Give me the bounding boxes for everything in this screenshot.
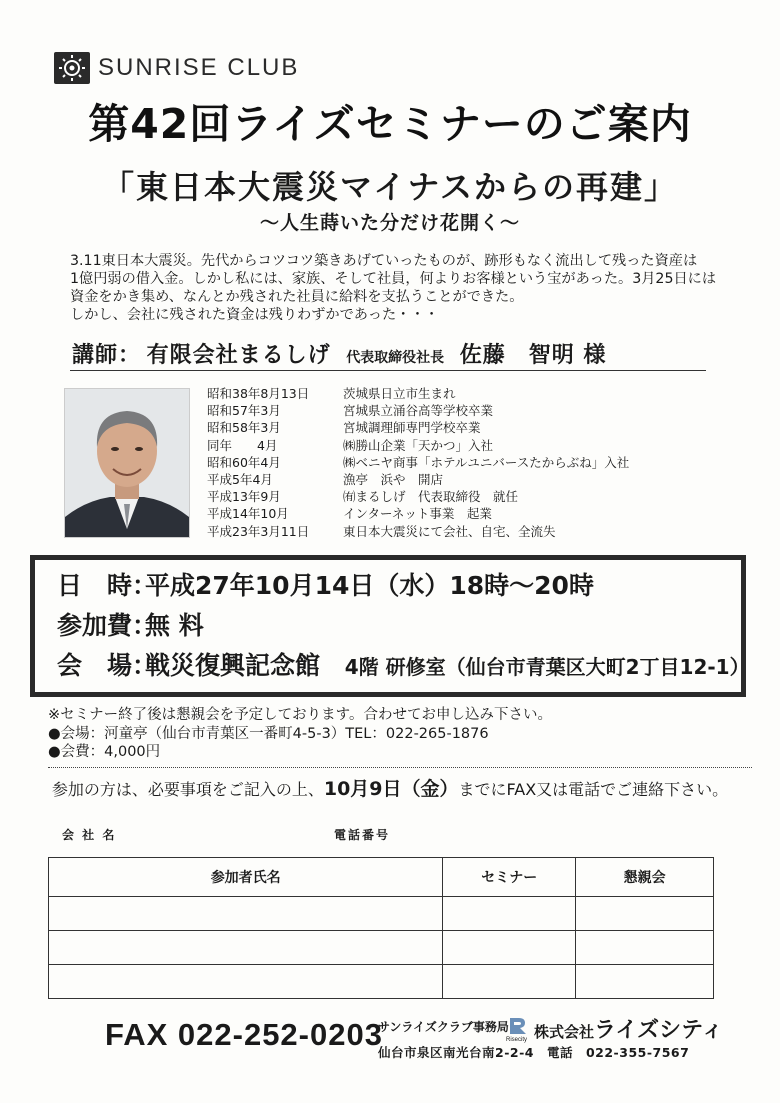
instruction-before: 参加の方は、必要事項をご記入の上、 xyxy=(51,780,324,799)
company-prefix: 株式会社 xyxy=(534,1023,595,1041)
seminar-subtitle: 「東日本大震災マイナスからの再建」 xyxy=(101,168,679,206)
seminar-cell[interactable] xyxy=(443,965,576,999)
table-header-row xyxy=(49,858,714,897)
company-brand: ライズシティ xyxy=(594,1018,724,1043)
bio-row xyxy=(207,419,629,436)
seminar-tagline: ～人生蒔いた分だけ花開く～ xyxy=(259,212,520,234)
sunrise-club-logo-icon xyxy=(54,52,90,84)
divider xyxy=(70,370,706,371)
event-datetime xyxy=(57,568,594,604)
bio-row xyxy=(207,402,629,419)
lecturer-name: 佐藤 智明 様 xyxy=(459,343,607,368)
registration-table xyxy=(48,857,714,999)
column-header-name: 参加者氏名 xyxy=(49,858,443,897)
participant-name-cell[interactable] xyxy=(49,931,443,965)
bio-event: 漁亭 浜や 開店 xyxy=(343,472,444,488)
bio-date: 平成5年4月 xyxy=(207,472,273,488)
intro-line: 1億円弱の借入金。しかし私には、家族、そして社員，何よりお客様という宝があった。3月25日には xyxy=(70,271,717,287)
bio-event: ㈱勝山企業「天かつ」入社 xyxy=(343,437,494,453)
office-name: サンライズクラブ事務局 xyxy=(378,1020,509,1034)
venue-label: 会 場： xyxy=(57,651,158,680)
bio-date: 昭和58年3月 xyxy=(207,420,281,436)
bio-date: 昭和60年4月 xyxy=(207,454,281,470)
column-header-party: 懇親会 xyxy=(576,858,714,897)
party-cell[interactable] xyxy=(576,897,714,931)
bio-date: 平成14年10月 xyxy=(207,506,289,522)
venue-detail: 4階 研修室（仙台市青葉区大町2丁目12-1） xyxy=(344,655,750,679)
risecity-logo-caption: Risecity xyxy=(506,1037,528,1043)
company-name-label: 会 社 名 xyxy=(62,828,117,842)
fee-label: 参加費： xyxy=(57,611,158,640)
instruction-deadline: 10月9日（金） xyxy=(323,778,459,800)
bio-row xyxy=(207,437,629,454)
bio-event: 宮城調理師専門学校卒業 xyxy=(343,420,481,436)
party-cell[interactable] xyxy=(576,965,714,999)
bio-event: ㈱ベニヤ商事「ホテルユニバースたからぶね」入社 xyxy=(343,454,630,470)
note-line: ●会費：4,000円 xyxy=(48,744,161,760)
lecturer-label: 講師： xyxy=(72,343,142,368)
bio-date: 昭和38年8月13日 xyxy=(207,386,310,401)
bio-row xyxy=(207,454,629,471)
table-row xyxy=(49,931,714,965)
table-row xyxy=(49,965,714,999)
registration-instruction xyxy=(0,776,780,803)
bio-row xyxy=(207,523,629,540)
bio-row xyxy=(207,505,629,522)
bio-event: 宮城県立涌谷高等学校卒業 xyxy=(343,403,494,419)
party-notes xyxy=(48,706,552,762)
participant-name-cell[interactable] xyxy=(49,897,443,931)
bio-date: 平成13年9月 xyxy=(207,489,281,505)
bio-event: インターネット事業 起業 xyxy=(343,506,492,522)
lecturer-photo xyxy=(64,388,190,538)
fee-value: 無 料 xyxy=(145,611,204,640)
intro-line: 3.11東日本大震災。先代からコツコツ築きあげていったものが、跡形もなく流出して残った資産は xyxy=(70,253,698,269)
bio-event: 東日本大震災にて会社、自宅、全流失 xyxy=(343,523,556,539)
seminar-cell[interactable] xyxy=(443,897,576,931)
brand-name: SUNRISE CLUB xyxy=(98,54,300,81)
party-cell[interactable] xyxy=(576,931,714,965)
lecturer-company: 有限会社まるしげ xyxy=(146,343,331,368)
company-name xyxy=(534,1013,723,1044)
bio-row xyxy=(207,488,629,505)
phone-label: 電話番号 xyxy=(334,828,391,842)
column-header-seminar: セミナー xyxy=(443,858,576,897)
bio-row xyxy=(207,471,629,488)
bio-event: ㈲まるしげ 代表取締役 就任 xyxy=(343,489,519,505)
seminar-cell[interactable] xyxy=(443,931,576,965)
intro-line: しかし、会社に残された資金は残りわずかであった・・・ xyxy=(70,307,439,323)
fax-number: FAX 022-252-0203 xyxy=(105,1017,383,1052)
event-fee xyxy=(57,608,204,644)
note-line: ●会場：河童亭（仙台市青葉区一番町4-5-3）TEL：022-265-1876 xyxy=(48,725,489,742)
office-address: 仙台市泉区南光台南2-2-4 電話 022-355-7567 xyxy=(378,1045,690,1060)
bio-event: 茨城県日立市生まれ xyxy=(343,386,456,401)
event-details-box xyxy=(30,555,750,697)
bio-row xyxy=(207,385,629,402)
risecity-logo-icon xyxy=(508,1014,530,1036)
lecturer-heading xyxy=(72,338,712,370)
bio-date: 昭和57年3月 xyxy=(207,403,281,419)
table-row xyxy=(49,897,714,931)
page-title: 第42回ライズセミナーのご案内 xyxy=(88,100,692,148)
datetime-value: 平成27年10月14日（水）18時～20時 xyxy=(145,571,594,600)
datetime-label: 日 時： xyxy=(57,571,158,600)
venue-name: 戦災復興記念館 xyxy=(145,651,321,680)
event-venue xyxy=(57,648,750,685)
cut-line xyxy=(48,767,752,768)
instruction-after: までにFAX又は電話でご連絡下さい。 xyxy=(458,780,729,799)
intro-text xyxy=(70,252,720,324)
intro-line: 資金をかき集め、なんとか残された社員に給料を支払うことができた。 xyxy=(70,289,524,305)
bio-date: 平成23年3月11日 xyxy=(207,523,310,539)
participant-name-cell[interactable] xyxy=(49,965,443,999)
bio-date: 同年 4月 xyxy=(207,437,278,453)
note-line: ※セミナー終了後は懇親会を予定しております。合わせてお申し込み下さい。 xyxy=(48,707,552,723)
lecturer-role: 代表取締役社長 xyxy=(346,350,445,366)
lecturer-biography xyxy=(207,385,629,540)
